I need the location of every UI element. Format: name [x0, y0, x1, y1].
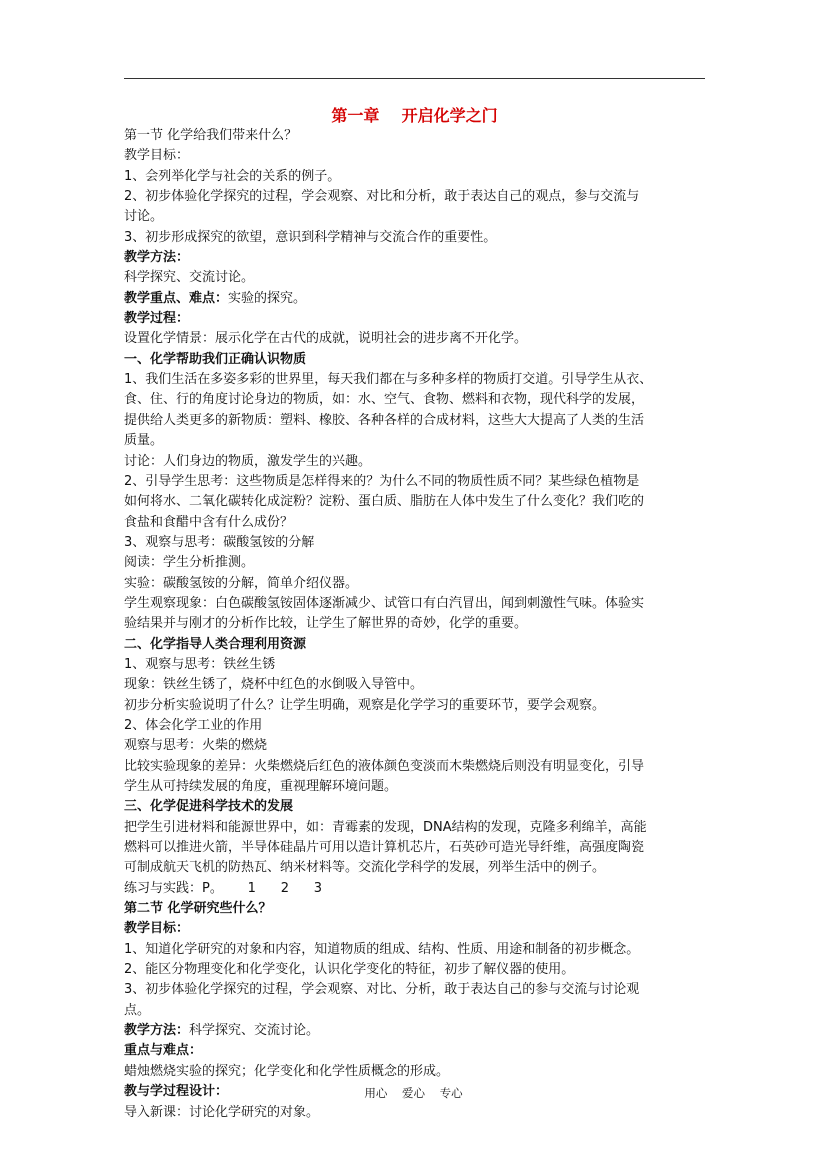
- text-line: [124, 329, 705, 349]
- text-line: [124, 635, 705, 655]
- bold-heading: 教与学过程设计：: [124, 1084, 229, 1100]
- text-line: [124, 126, 705, 146]
- line-text: 点。: [124, 1002, 151, 1018]
- text-line: [124, 899, 705, 919]
- text-line: [124, 919, 705, 939]
- text-line: [124, 350, 705, 370]
- chapter-title: 第一章 开启化学之门: [331, 106, 498, 125]
- text-line: [124, 309, 705, 329]
- text-line: [124, 1001, 705, 1021]
- bold-heading: 一、化学帮助我们正确认识物质: [124, 351, 307, 367]
- text-line: [124, 289, 705, 309]
- line-text: 设置化学情景：展示化学在古代的成就，说明社会的进步离不开化学。: [124, 331, 528, 347]
- text-line: [124, 574, 705, 594]
- line-text: 比较实验现象的差异：火柴燃烧后红色的液体颜色变淡而木柴燃烧后则没有明显变化，引导: [124, 758, 645, 774]
- text-line: [124, 614, 705, 634]
- line-text: 把学生引进材料和能源世界中，如：青霉素的发现，DNA结构的发现，克隆多利绵羊，高能: [124, 819, 647, 835]
- text-line: [124, 960, 705, 980]
- line-text: 如何将水、二氧化碳转化成淀粉？淀粉、蛋白质、脂肪在人体中发生了什么变化？我们吃的: [124, 494, 645, 510]
- line-text: 导入新课：讨论化学研究的对象。: [124, 1104, 320, 1120]
- line-text: 2、引导学生思考：这些物质是怎样得来的？为什么不同的物质性质不同？某些绿色植物是: [124, 473, 640, 489]
- text-line: [124, 492, 705, 512]
- line-text: 学生从可持续发展的角度，重视理解环境问题。: [124, 779, 398, 794]
- text-line: [124, 980, 705, 1000]
- text-line: [124, 533, 705, 553]
- text-line: [124, 716, 705, 736]
- text-line: [124, 879, 705, 899]
- text-line: [124, 736, 705, 756]
- line-text: 1、会列举化学与社会的关系的例子。: [124, 168, 341, 184]
- text-line: [124, 370, 705, 390]
- text-line: [124, 675, 705, 695]
- text-line: [124, 1103, 705, 1123]
- text-line: [124, 390, 705, 410]
- bold-heading: 教学重点、难点：: [124, 290, 229, 306]
- text-line: [124, 146, 705, 166]
- line-text: 教学目标：: [124, 148, 190, 164]
- line-text: 提供给人类更多的新物质：塑料、橡胶、各种各样的合成材料，这些大大提高了人类的生活: [124, 412, 645, 428]
- line-text: 观察与思考：火柴的燃烧: [124, 738, 268, 754]
- bold-heading: 三、化学促进科学技术的发展: [124, 799, 294, 815]
- text-line: [124, 594, 705, 614]
- text-line: [124, 167, 705, 187]
- page-footer: 用心 爱心 专心: [364, 1086, 463, 1100]
- bold-heading: 教学过程：: [124, 311, 190, 327]
- text-line: [124, 553, 705, 573]
- text-line: [124, 757, 705, 777]
- text-line: [124, 187, 705, 207]
- text-line: [124, 472, 705, 492]
- line-text: 燃料可以推进火箭，半导体硅晶片可用以造计算机芯片，石英砂可造光导纤维，高强度陶瓷: [124, 840, 645, 856]
- header-rule: [124, 78, 705, 79]
- line-text: 质量。: [124, 433, 164, 449]
- bold-heading: 重点与难点：: [124, 1043, 203, 1059]
- line-text: 3、初步形成探究的欲望，意识到科学精神与交流合作的重要性。: [124, 229, 497, 245]
- line-text: 蜡烛燃烧实验的探究；化学变化和化学性质概念的形成。: [124, 1063, 450, 1079]
- text-line: [124, 1021, 705, 1041]
- text-line: [124, 513, 705, 533]
- line-text: 食盐和食醋中含有什么成份？: [124, 514, 294, 530]
- line-text: 3、观察与思考：碳酸氢铵的分解: [124, 534, 315, 550]
- text-line: [124, 248, 705, 268]
- line-text: 1、我们生活在多姿多彩的世界里，每天我们都在与多种多样的物质打交道。引导学生从衣、: [124, 372, 653, 388]
- line-text: 实验的探究。: [228, 290, 307, 306]
- text-line: [124, 838, 705, 858]
- text-line: [124, 858, 705, 878]
- bold-heading: 二、化学指导人类合理利用资源: [124, 636, 307, 652]
- text-line: [124, 207, 705, 227]
- document-body: [124, 126, 705, 1123]
- bold-heading: 教学方法：: [124, 250, 190, 266]
- bold-heading: 第二节 化学研究些什么？: [124, 901, 272, 917]
- line-text: 科学探究、交流讨论。: [189, 1023, 320, 1039]
- line-text: 练习与实践：P。 1 2 3: [124, 880, 323, 896]
- text-line: [124, 431, 705, 451]
- text-line: [124, 268, 705, 288]
- text-line: [124, 228, 705, 248]
- text-line: [124, 1062, 705, 1082]
- text-line: [124, 777, 705, 797]
- line-text: 2、能区分物理变化和化学变化，认识化学变化的特征，初步了解仪器的使用。: [124, 962, 575, 978]
- line-text: 科学探究、交流讨论。: [124, 270, 255, 286]
- line-text: 验结果并与刚才的分析作比较，让学生了解世界的奇妙，化学的重要。: [124, 616, 528, 632]
- line-text: 学生观察现象：白色碳酸氢铵固体逐渐减少、试管口有白汽冒出，闻到刺激性气味。体验实: [124, 595, 645, 611]
- line-text: 阅读：学生分析推测。: [124, 555, 255, 571]
- line-text: 1、观察与思考：铁丝生锈: [124, 656, 276, 672]
- text-line: [124, 411, 705, 431]
- text-line: [124, 655, 705, 675]
- line-text: 实验：碳酸氢铵的分解，简单介绍仪器。: [124, 575, 359, 591]
- line-text: 食、住、行的角度讨论身边的物质，如：水、空气、食物、燃料和衣物，现代科学的发展，: [124, 392, 645, 408]
- line-text: 讨论。: [124, 209, 164, 225]
- bold-heading: 教学目标：: [124, 921, 190, 937]
- text-line: [124, 797, 705, 817]
- text-line: [124, 452, 705, 472]
- text-line: [124, 696, 705, 716]
- text-line: [124, 940, 705, 960]
- line-text: 2、初步体验化学探究的过程，学会观察、对比和分析，敢于表达自己的观点，参与交流与: [124, 189, 640, 205]
- line-text: 可制成航天飞机的防热瓦、纳米材料等。交流化学科学的发展，列举生活中的例子。: [124, 860, 606, 876]
- line-text: 第一节 化学给我们带来什么？: [124, 128, 298, 143]
- line-text: 现象：铁丝生锈了，烧杯中红色的水倒吸入导管中。: [124, 677, 424, 693]
- line-text: 讨论：人们身边的物质，激发学生的兴趣。: [124, 453, 372, 469]
- bold-heading: 教学方法：: [124, 1023, 190, 1039]
- text-line: [124, 818, 705, 838]
- text-line: [124, 1041, 705, 1061]
- line-text: 3、初步体验化学探究的过程，学会观察、对比、分析，敢于表达自己的参与交流与讨论观: [124, 982, 640, 998]
- line-text: 初步分析实验说明了什么？让学生明确，观察是化学学习的重要环节，要学会观察。: [124, 697, 606, 713]
- line-text: 1、知道化学研究的对象和内容，知道物质的组成、结构、性质、用途和制备的初步概念。: [124, 941, 640, 957]
- line-text: 2、体会化学工业的作用: [124, 717, 263, 733]
